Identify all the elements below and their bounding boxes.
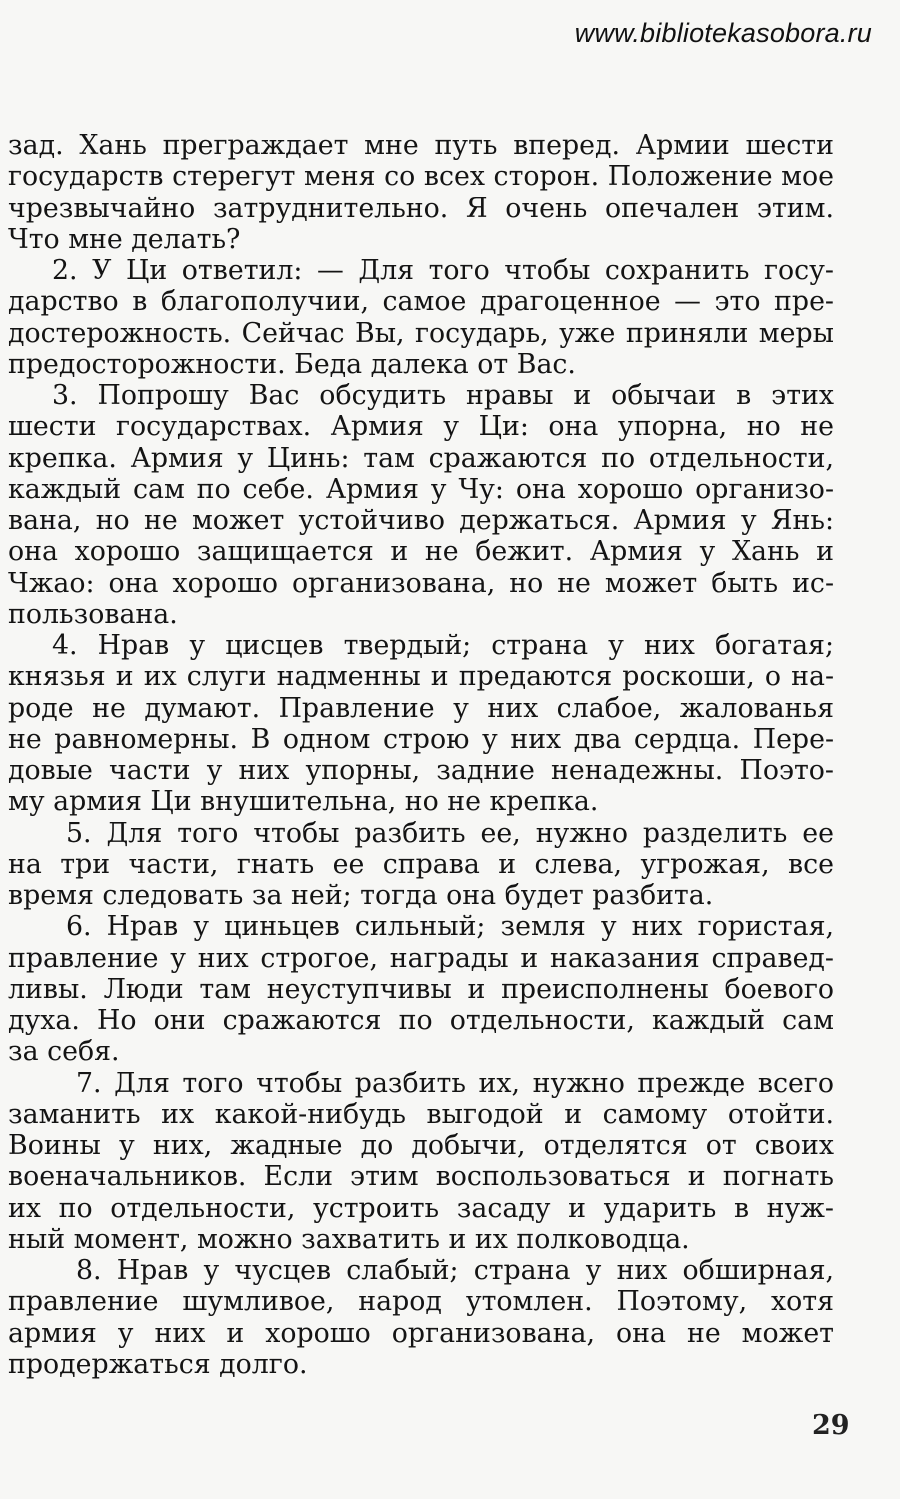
text-line: их по отдельности, устроить засаду и ударить в нуж- <box>8 1192 834 1224</box>
text-line: зад. Хань преграждает мне путь вперед. Армии шести <box>8 130 834 161</box>
text-line: достерожность. Сейчас Вы, государь, уже приняли меры <box>8 317 834 349</box>
text-line: вана, но не может устойчиво держаться. Армия у Янь: <box>8 505 834 536</box>
text-line: 4. Нрав у цисцев твердый; страна у них богатая; <box>52 630 834 661</box>
text-line: роде не думают. Правление у них слабое, жалованья <box>8 692 834 724</box>
page-number: 29 <box>812 1410 850 1441</box>
paragraph-8 <box>8 1255 834 1286</box>
paragraph-5-rest <box>8 849 834 912</box>
text-line: довые части у них упорны, задние ненадежны. Поэто- <box>8 755 834 786</box>
text-line: 5. Для того чтобы разбить ее, нужно разделить ее <box>66 817 834 849</box>
text-line: Что мне делать? <box>8 223 241 255</box>
paragraph-3-rest <box>8 411 834 630</box>
text-line: не равномерны. В одном строю у них два сердца. Пере- <box>8 723 834 755</box>
text-line: предосторожности. Беда далека от Вас. <box>8 348 576 380</box>
text-line: Воины у них, жадные до добычи, отделятся от своих <box>8 1130 834 1161</box>
page-text <box>8 130 834 1380</box>
text-line: на три части, гнать ее справа и слева, угрожая, все <box>8 848 834 880</box>
paragraph-2 <box>8 255 834 286</box>
text-line: дарство в благополучии, самое драгоценное — это пре- <box>8 286 834 318</box>
text-line: Чжао: она хорошо организована, но не может быть ис- <box>8 567 834 599</box>
text-line: каждый сам по себе. Армия у Чу: она хорошо организо- <box>8 473 834 505</box>
text-line: 6. Нрав у циньцев сильный; земля у них гористая, <box>66 911 834 943</box>
text-line: правление у них строгое, награды и наказания справед- <box>8 942 834 974</box>
paragraph-6 <box>8 911 834 942</box>
text-line: время следовать за ней; тогда она будет разбита. <box>8 880 714 911</box>
paragraph-8-rest <box>8 1286 834 1380</box>
paragraph-6-rest <box>8 943 834 1068</box>
text-line: заманить их какой-нибудь выгодой и самому отойти. <box>8 1098 834 1130</box>
text-line: 3. Попрошу Вас обсудить нравы и обычаи в этих <box>52 380 834 411</box>
text-line: правление шумливое, народ утомлен. Поэтому, хотя <box>8 1286 834 1318</box>
paragraph-5 <box>8 818 834 849</box>
text-line: 8. Нрав у чусцев слабый; страна у них обширная, <box>76 1255 834 1286</box>
paragraph-4-rest <box>8 661 834 817</box>
paragraph-continuation <box>8 130 834 255</box>
text-line: она хорошо защищается и не бежит. Армия у Хань и <box>8 536 834 568</box>
text-line: чрезвычайно затруднительно. Я очень опечален этим. <box>8 192 834 224</box>
text-line: военачальников. Если этим воспользоваться и погнать <box>8 1161 834 1193</box>
text-line: пользована. <box>8 598 178 630</box>
paragraph-2-rest <box>8 286 834 380</box>
text-line: шести государствах. Армия у Ци: она упорна, но не <box>8 411 834 443</box>
text-line: армия у них и хорошо организована, она не может <box>8 1317 834 1349</box>
paragraph-4 <box>8 630 834 661</box>
text-line: продержаться долго. <box>8 1348 308 1380</box>
paragraph-3 <box>8 380 834 411</box>
text-line: духа. Но они сражаются по отдельности, каждый сам <box>8 1005 834 1036</box>
text-line: государств стерегут меня со всех сторон. Положение мое <box>8 161 834 193</box>
paragraph-7 <box>8 1068 834 1099</box>
site-watermark: www.bibliotekasobora.ru <box>574 18 872 48</box>
text-line: ливы. Люди там неуступчивы и преисполнены боевого <box>8 973 834 1005</box>
text-line: ный момент, можно захватить и их полководца. <box>8 1223 690 1255</box>
text-line: 2. У Ци ответил: — Для того чтобы сохранить госу- <box>52 255 834 286</box>
text-line: 7. Для того чтобы разбить их, нужно прежде всего <box>76 1067 834 1099</box>
text-line: за себя. <box>8 1036 120 1068</box>
paragraph-7-rest <box>8 1099 834 1255</box>
text-line: му армия Ци внушительна, но не крепка. <box>8 786 599 818</box>
text-line: крепка. Армия у Цинь: там сражаются по отдельности, <box>8 442 834 474</box>
text-line: князья и их слуги надменны и предаются роскоши, о на- <box>8 661 834 693</box>
